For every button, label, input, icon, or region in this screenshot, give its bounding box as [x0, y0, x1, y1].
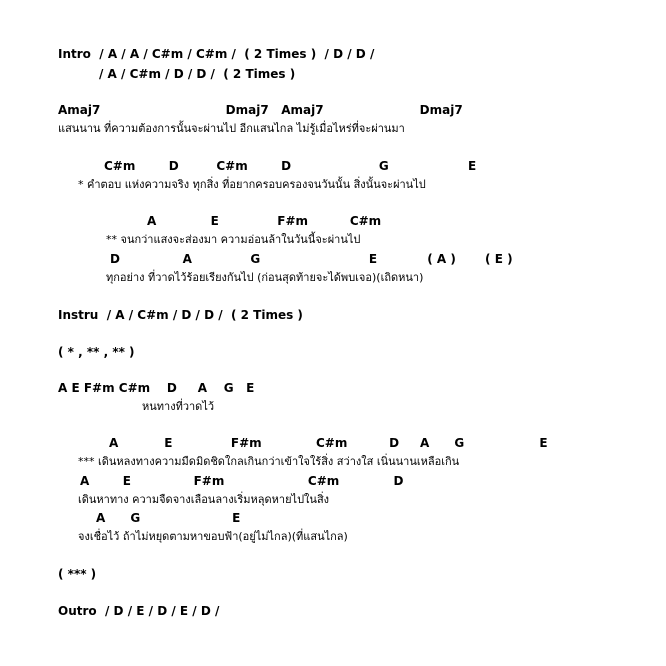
bridge-lyric: หนทางที่วาดไว้ — [142, 400, 215, 413]
verse-lyric-1: แสนนาน ที่ความต้องการนั้นจะผ่านไป อีกแสนไกล ไม่รู้เมื่อไหร่ที่จะผ่านมา — [58, 122, 405, 135]
verse2-lyric-3: จงเชื่อไว้ ถ้าไม่หยุดตามหาขอบฟ้า(อยู่ไม่ไกล)(ที่แสนไกล) — [78, 530, 348, 543]
repeat-line-2: ( *** ) — [58, 567, 97, 581]
chorus-chords-3: D A G E ( A ) ( E ) — [110, 252, 513, 266]
bridge-chords: A E F#m C#m D A G E — [58, 381, 255, 395]
chorus-lyric-2: ** จนกว่าแสงจะส่องมา ความอ่อนล้าในวันนี้จะผ่านไป — [106, 233, 361, 246]
verse-chords-1: Amaj7 Dmaj7 Amaj7 Dmaj7 — [58, 103, 463, 117]
chorus-lyric-1: * คำตอบ แห่งความจริง ทุกสิ่ง ที่อยากครอบครองจนวันนั้น สิ่งนั้นจะผ่านไป — [78, 178, 426, 191]
instru-line: Instru / A / C#m / D / D / ( 2 Times ) — [58, 308, 303, 322]
intro-line-2: / A / C#m / D / D / ( 2 Times ) — [99, 67, 296, 81]
verse2-lyric-2: เดินหาทาง ความจืดจางเลือนลางเริ่มหลุดหายไปในสิ่ง — [78, 493, 330, 506]
chorus-chords-2: A E F#m C#m — [147, 214, 382, 228]
verse2-chords-2: A E F#m C#m D — [80, 474, 404, 488]
verse2-lyric-1: *** เดินหลงทางความมืดมิดชิดใกลเกินกว่าเข้าใจใร้สิ่ง สว่างใส เนิ่นนานเหลือเกิน — [78, 455, 460, 468]
chorus-chords-1: C#m D C#m D G E — [104, 159, 477, 173]
intro-line: Intro / A / A / C#m / C#m / ( 2 Times ) / D / D / — [58, 47, 375, 61]
outro-line: Outro / D / E / D / E / D / — [58, 604, 220, 618]
repeat-line-1: ( * , ** , ** ) — [58, 345, 135, 359]
chorus-lyric-3: ทุกอย่าง ที่วาดไว้ร้อยเรียงกันไป (ก่อนสุดท้ายจะได้พบเจอ)(เถิดหนา) — [106, 271, 424, 284]
verse2-chords-1: A E F#m C#m D A G E — [109, 436, 548, 450]
verse2-chords-3: A G E — [96, 511, 241, 525]
